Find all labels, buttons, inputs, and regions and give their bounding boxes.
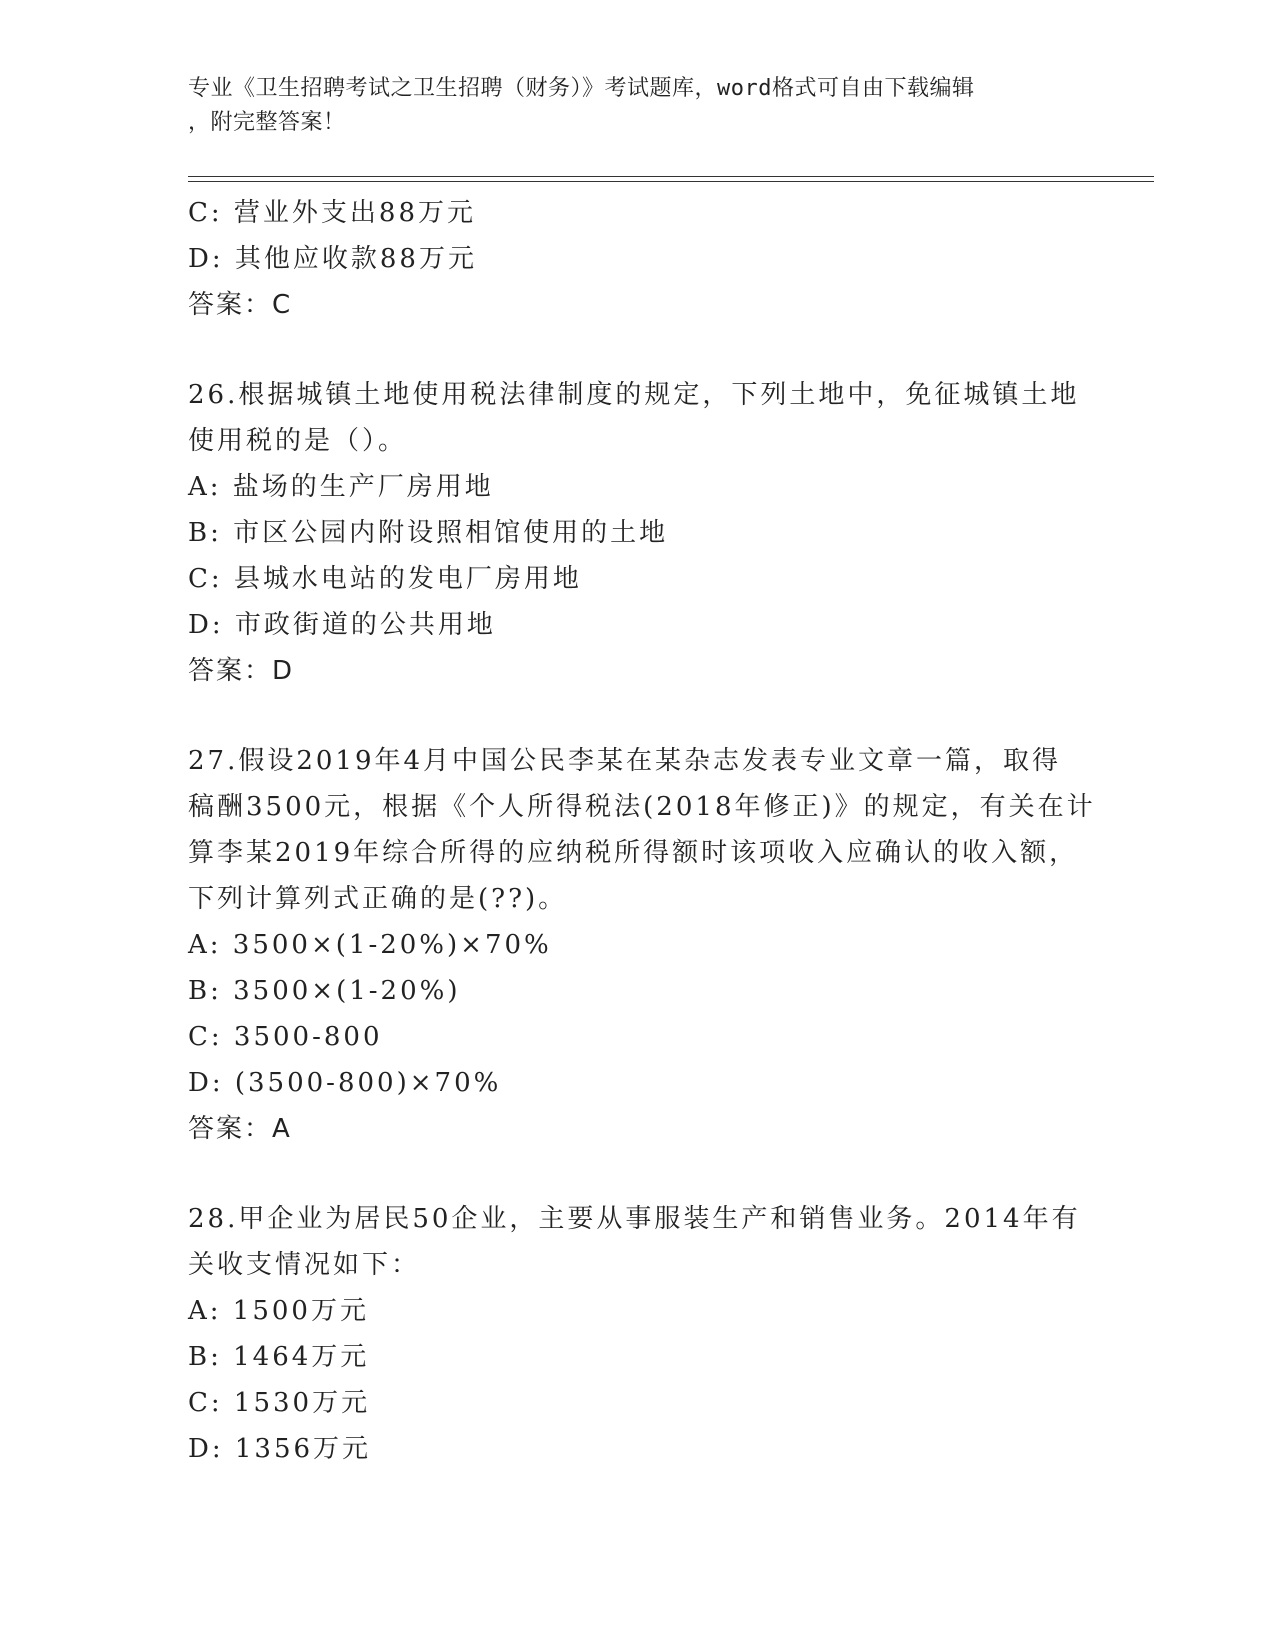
option-d: D: 其他应收款88万元 xyxy=(188,244,477,274)
option-d: D: 1356万元 xyxy=(188,1434,372,1464)
question-stem-line: 算李某2019年综合所得的应纳税所得额时该项收入应确认的收入额， xyxy=(188,838,1079,868)
question-26 xyxy=(188,372,1088,694)
option-a: A: 盐场的生产厂房用地 xyxy=(188,472,494,502)
option-c: C: 县城水电站的发电厂房用地 xyxy=(188,564,582,594)
document-body xyxy=(188,190,1096,1472)
answer-line: 答案：C xyxy=(188,290,293,320)
question-stem-line: 关收支情况如下： xyxy=(188,1250,421,1280)
question-stem-line: 下列计算列式正确的是(??)。 xyxy=(188,884,568,914)
option-a: A: 1500万元 xyxy=(188,1296,369,1326)
header-line-1: 专业《卫生招聘考试之卫生招聘（财务）》考试题库，word格式可自由下载编辑 xyxy=(188,76,975,101)
question-stem-line: 使用税的是（）。 xyxy=(188,426,408,456)
spacer xyxy=(188,694,1088,738)
option-d: D: 市政街道的公共用地 xyxy=(188,610,496,640)
option-b: B: 1464万元 xyxy=(188,1342,370,1372)
spacer xyxy=(188,1152,1088,1196)
question-stem-line: 28.甲企业为居民50企业，主要从事服装生产和销售业务。2014年有 xyxy=(188,1204,1081,1234)
question-28 xyxy=(188,1196,1088,1472)
option-b: B: 3500×(1-20%) xyxy=(188,976,461,1006)
document-header xyxy=(188,72,1068,140)
question-stem-line: 26.根据城镇土地使用税法律制度的规定，下列土地中，免征城镇土地 xyxy=(188,380,1080,410)
option-c: C: 营业外支出88万元 xyxy=(188,198,477,228)
option-a: A: 3500×(1-20%)×70% xyxy=(188,930,552,960)
answer-line: 答案：A xyxy=(188,1114,292,1144)
question-25-tail xyxy=(188,190,1088,328)
question-stem-line: 稿酬3500元，根据《个人所得税法(2018年修正)》的规定，有关在计 xyxy=(188,792,1096,822)
header-divider-bottom xyxy=(188,181,1154,182)
question-stem-line: 27.假设2019年4月中国公民李某在某杂志发表专业文章一篇，取得 xyxy=(188,746,1062,776)
header-line-2: ，附完整答案！ xyxy=(188,110,346,135)
option-b: B: 市区公园内附设照相馆使用的土地 xyxy=(188,518,669,548)
option-c: C: 3500-800 xyxy=(188,1022,383,1052)
spacer xyxy=(188,328,1088,372)
question-27 xyxy=(188,738,1096,1152)
option-d: D: (3500-800)×70% xyxy=(188,1068,502,1098)
header-divider-top xyxy=(188,176,1154,177)
answer-line: 答案：D xyxy=(188,656,295,686)
option-c: C: 1530万元 xyxy=(188,1388,371,1418)
